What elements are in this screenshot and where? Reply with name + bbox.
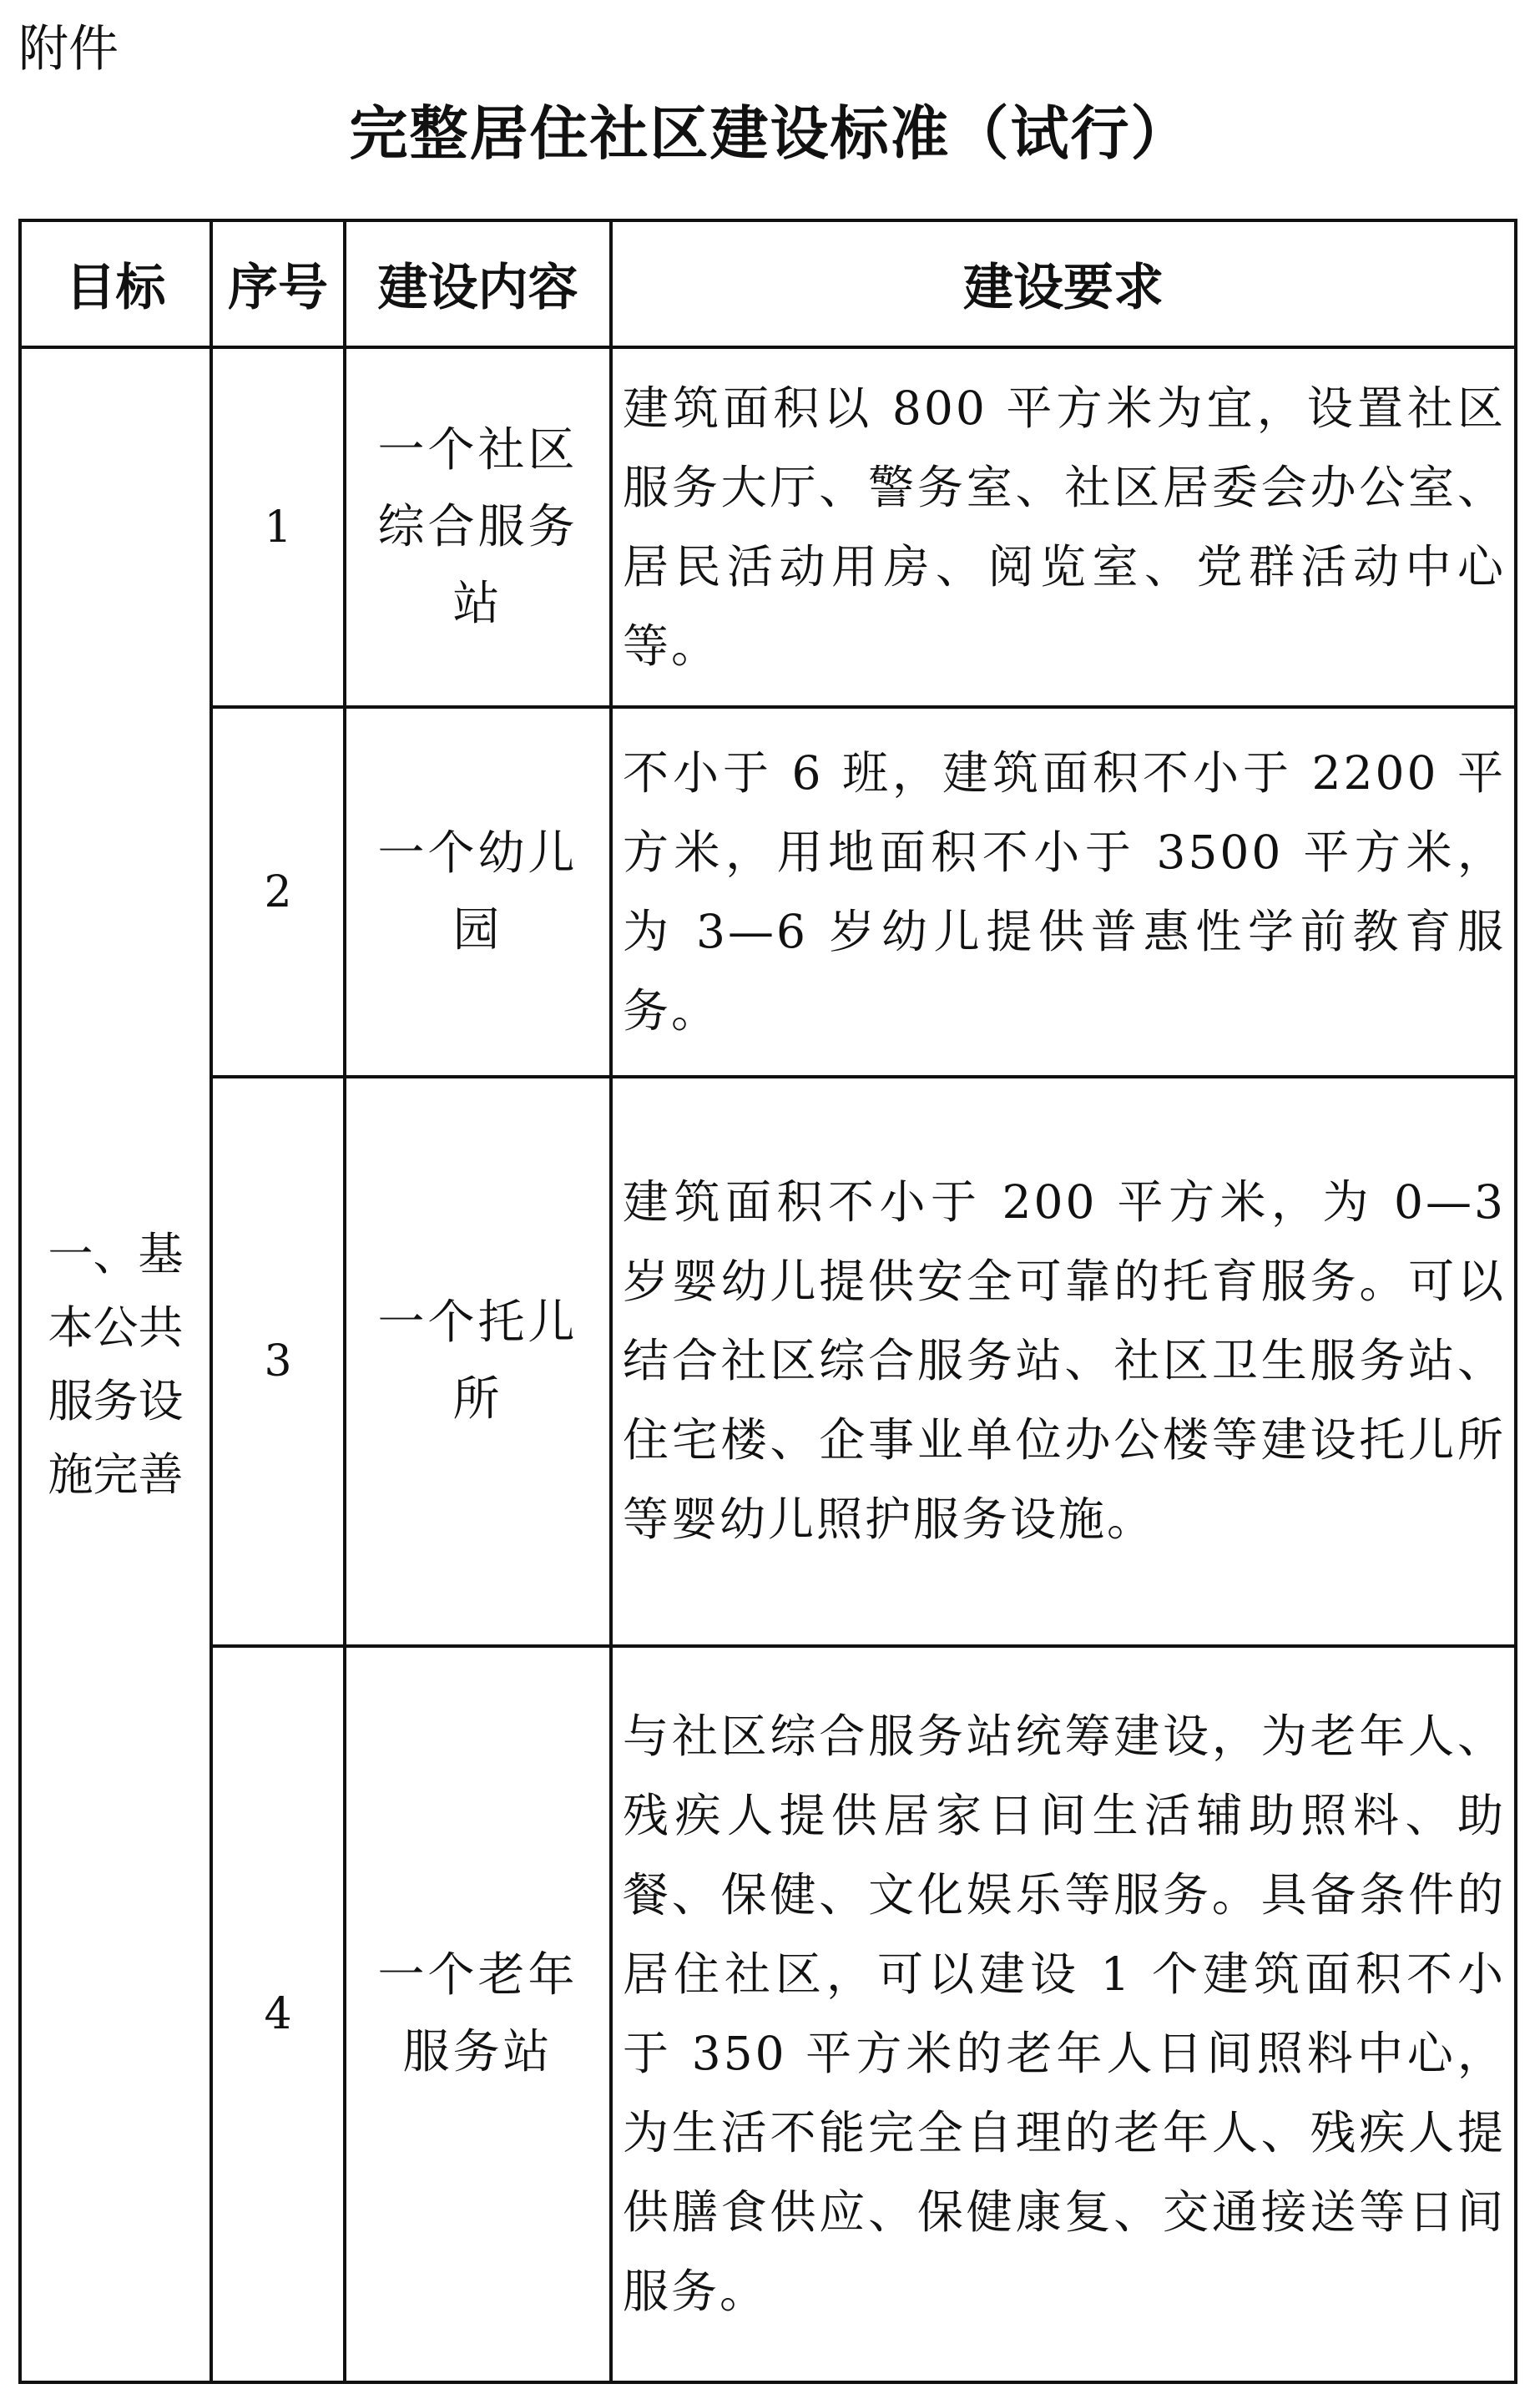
row-requirement: 建筑面积以 800 平方米为宜，设置社区服务大厅、警务室、社区居委会办公室、居民活动用房、阅览室、党群活动中心等。	[611, 347, 1516, 707]
row-content	[345, 707, 611, 1077]
row-content	[345, 1077, 611, 1646]
standards-table	[18, 219, 1517, 2384]
attachment-label: 附件	[18, 20, 119, 78]
table-row	[20, 707, 1516, 1077]
row-requirement: 与社区综合服务站统筹建设，为老年人、残疾人提供居家日间生活辅助照料、助餐、保健、文化娱乐等服务。具备条件的居住社区，可以建设 1 个建筑面积不小于 350 平方米的老年人日间照料中心，为生活不能完全自理的老年人、残疾人提供膳食供应、保健康复、交通接送等日间服务。	[611, 1646, 1516, 2382]
row-content-text: 一个幼儿园	[377, 826, 578, 957]
row-requirement: 建筑面积不小于 200 平方米，为 0—3 岁婴幼儿提供安全可靠的托育服务。可以结合社区综合服务站、社区卫生服务站、住宅楼、企事业单位办公楼等建设托儿所等婴幼儿照护服务设施。	[611, 1077, 1516, 1646]
table-row	[20, 347, 1516, 707]
goal-cell	[20, 347, 211, 2382]
row-number: 1	[211, 347, 345, 707]
row-number: 4	[211, 1646, 345, 2382]
table-header-row	[20, 220, 1516, 347]
table-row	[20, 1646, 1516, 2382]
header-number: 序号	[211, 220, 345, 347]
header-requirement: 建设要求	[611, 220, 1516, 347]
header-goal: 目标	[20, 220, 211, 347]
header-content: 建设内容	[345, 220, 611, 347]
table-row	[20, 1077, 1516, 1646]
row-content	[345, 1646, 611, 2382]
document-title: 完整居住社区建设标准（试行）	[349, 99, 1191, 168]
row-content-text: 一个老年服务站	[377, 1947, 578, 2079]
goal-text: 一、基本公共服务设施完善	[48, 1228, 184, 1501]
row-number: 2	[211, 707, 345, 1077]
row-content-text: 一个托儿所	[377, 1295, 578, 1427]
row-content-text: 一个社区综合服务站	[377, 422, 578, 631]
row-requirement: 不小于 6 班，建筑面积不小于 2200 平方米，用地面积不小于 3500 平方米，为 3—6 岁幼儿提供普惠性学前教育服务。	[611, 707, 1516, 1077]
row-number: 3	[211, 1077, 345, 1646]
row-content	[345, 347, 611, 707]
